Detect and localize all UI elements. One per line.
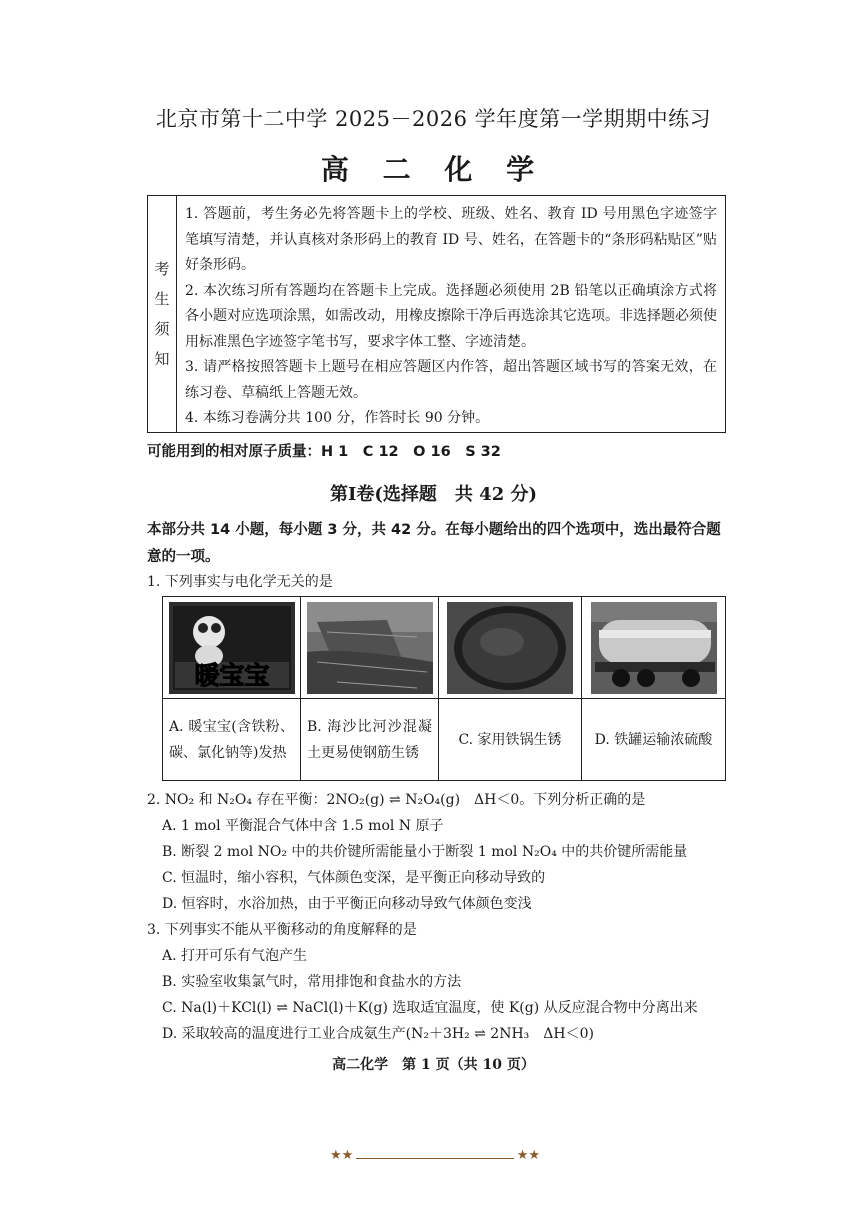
question-3-option-b: B. 实验室收集氯气时，常用排饱和食盐水的方法 — [162, 974, 462, 990]
option-b-caption: B. 海沙比河沙混凝土更易使钢筋生锈 — [307, 718, 432, 761]
question-2-stem: 2. NO₂ 和 N₂O₄ 存在平衡：2NO₂(g) ⇌ N₂O₄(g) ΔH＜0。下列分析正确的是 — [147, 792, 646, 808]
question-1-stem: 1. 下列事实与电化学无关的是 — [147, 574, 333, 590]
caption-cell-c — [439, 699, 582, 780]
question-2-option-d: D. 恒容时，水浴加热，由于平衡正向移动导致气体颜色变浅 — [162, 896, 532, 912]
option-a-caption: A. 暖宝宝(含铁粉、碳、氯化钠等)发热 — [169, 718, 294, 761]
notice-item: 3. 请严格按照答题卡上题号在相应答题区内作答，超出答题区域书写的答案无效，在练习卷、草稿纸上答题无效。 — [185, 359, 717, 401]
question-3-stem: 3. 下列事实不能从平衡移动的角度解释的是 — [147, 922, 417, 938]
tank-truck-photo — [591, 602, 717, 694]
section-intro: 本部分共 14 小题，每小题 3 分，共 42 分。在每小题给出的四个选项中，选出最符合题意的一项。 — [147, 522, 721, 565]
option-d-caption: D. 铁罐运输浓硫酸 — [594, 731, 713, 748]
section-title: 第Ⅰ卷(选择题 共 42 分) — [329, 484, 538, 505]
photo-cell-c — [439, 597, 582, 699]
page-footer: 高二化学 第 1 页（共 10 页） — [332, 1057, 535, 1073]
question-3-option-a: A. 打开可乐有气泡产生 — [162, 948, 308, 964]
atomic-mass-line: 可能用到的相对原子质量：H 1 C 12 O 16 S 32 — [147, 444, 501, 460]
exam-notice-box — [147, 195, 726, 433]
question-1-image-table — [162, 596, 726, 781]
notice-label — [148, 196, 177, 432]
question-2-option-b: B. 断裂 2 mol NO₂ 中的共价键所需能量小于断裂 1 mol N₂O₄ 中的共价键所需能量 — [162, 844, 688, 860]
question-2-option-c: C. 恒温时，缩小容积，气体颜色变深，是平衡正向移动导致的 — [162, 870, 546, 886]
iron-pot-photo — [447, 602, 573, 694]
concrete-photo — [307, 602, 433, 694]
notice-item: 2. 本次练习所有答题均在答题卡上完成。选择题必须使用 2B 铅笔以正确填涂方式将各小题对应选项涂黑，如需改动，用橡皮擦除干净后再选涂其它选项。非选择题必须使用标准黑色字迹签字笔书写，要求字体工整、字迹清楚。 — [185, 282, 717, 350]
notice-item: 4. 本练习卷满分共 100 分，作答时长 90 分钟。 — [185, 410, 490, 426]
notice-label-char: 考 — [154, 260, 170, 278]
hand-warmer-logo-text: 暖宝宝 — [193, 660, 270, 690]
exam-title: 北京市第十二中学 2025－2026 学年度第一学期期中练习 — [155, 107, 712, 131]
question-2-option-a: A. 1 mol 平衡混合气体中含 1.5 mol N 原子 — [162, 818, 444, 834]
notice-label-char: 知 — [154, 350, 170, 368]
caption-cell-b — [301, 699, 439, 780]
subject-title: 高 二 化 学 — [320, 153, 547, 186]
ornament-stars-left: ★★ — [330, 1148, 354, 1163]
photo-cell-a — [163, 597, 301, 699]
hand-warmer-photo — [169, 602, 295, 694]
option-c-caption: C. 家用铁锅生锈 — [458, 731, 562, 748]
question-3-option-c: C. Na(l)＋KCl(l) ⇌ NaCl(l)＋K(g) 选取适宜温度，使 K(g) 从反应混合物中分离出来 — [162, 1000, 698, 1016]
photo-cell-b — [301, 597, 439, 699]
footer-ornament — [330, 1150, 540, 1166]
question-3-option-d: D. 采取较高的温度进行工业合成氨生产(N₂＋3H₂ ⇌ 2NH₃ ΔH＜0) — [162, 1026, 594, 1042]
ornament-line — [356, 1158, 514, 1159]
notice-label-char: 须 — [154, 320, 170, 338]
caption-cell-a — [163, 699, 301, 780]
ornament-stars-right: ★★ — [516, 1148, 540, 1163]
notice-label-char: 生 — [154, 290, 170, 308]
caption-cell-d — [582, 699, 725, 780]
notice-item: 1. 答题前，考生务必先将答题卡上的学校、班级、姓名、教育 ID 号用黑色字迹签字笔填写清楚，并认真核对条形码上的教育 ID 号、姓名，在答题卡的“条形码粘贴区”贴好条形码。 — [185, 206, 717, 273]
notice-items — [177, 196, 725, 432]
photo-cell-d — [582, 597, 725, 699]
